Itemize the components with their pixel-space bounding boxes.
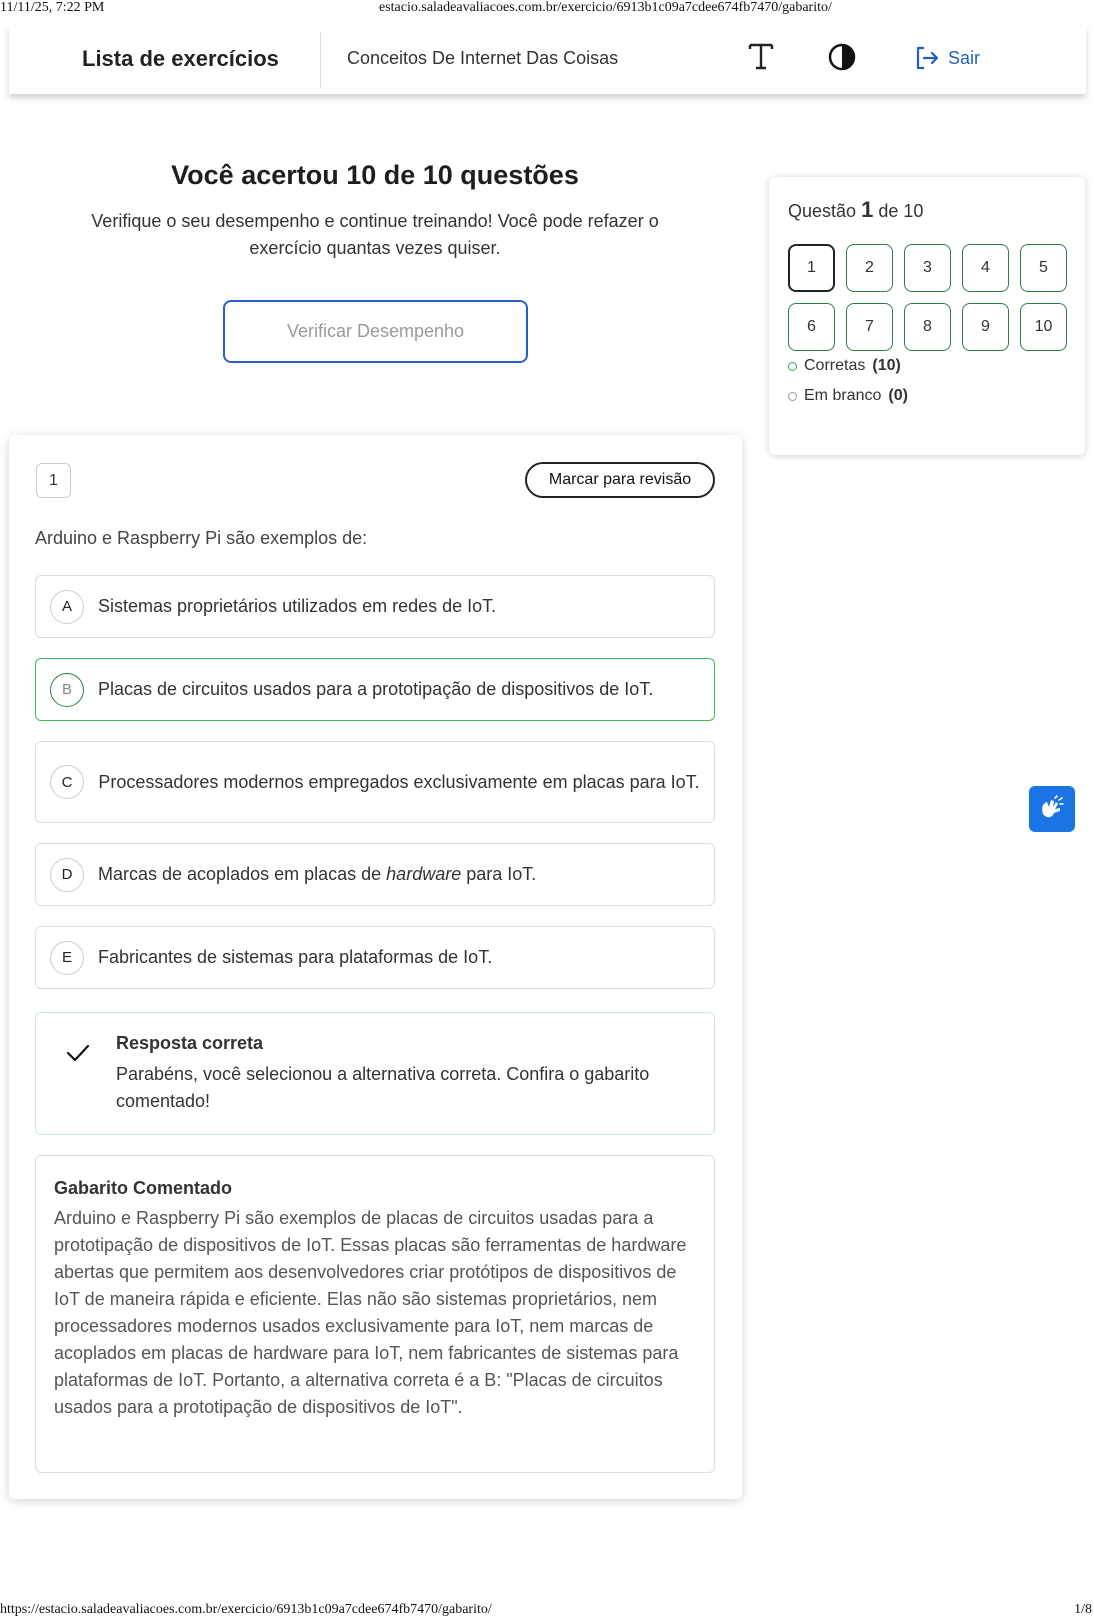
font-size-icon[interactable] xyxy=(746,40,776,72)
question-button[interactable]: 3 xyxy=(904,244,951,292)
question-button[interactable]: 6 xyxy=(788,303,835,351)
result-title: Você acertou 10 de 10 questões xyxy=(171,160,579,190)
current-question-label: Questão 1 de 10 xyxy=(788,197,924,222)
logout-button[interactable] xyxy=(914,43,980,73)
print-url: estacio.saladeavaliacoes.com.br/exercicio/6913b1c09a7cdee674fb7470/gabarito/ xyxy=(379,0,832,15)
print-datetime: 11/11/25, 7:22 PM xyxy=(0,0,105,15)
print-header xyxy=(0,0,1094,16)
option-letter: E xyxy=(50,941,84,975)
option-a[interactable] xyxy=(35,575,715,638)
logout-label: Sair xyxy=(948,47,981,68)
question-text: Arduino e Raspberry Pi são exemplos de: xyxy=(35,528,368,548)
question-button[interactable]: 8 xyxy=(904,303,951,351)
feedback-title: Resposta correta xyxy=(116,1033,264,1053)
option-letter: B xyxy=(50,673,84,707)
mark-for-review-button[interactable]: Marcar para revisão xyxy=(525,462,715,498)
print-page-number: 1/8 xyxy=(1074,1602,1092,1617)
print-footer xyxy=(0,1602,1094,1620)
header-divider xyxy=(320,32,321,88)
option-e[interactable] xyxy=(35,926,715,989)
question-number: 1 xyxy=(36,463,71,498)
result-summary xyxy=(50,160,700,262)
blank-count: (0) xyxy=(888,387,908,404)
option-b[interactable] xyxy=(35,658,715,721)
correct-dot-icon xyxy=(788,362,797,371)
page-title: Lista de exercícios xyxy=(82,46,279,71)
contrast-icon[interactable] xyxy=(827,42,857,72)
question-button[interactable]: 1 xyxy=(788,244,835,292)
option-c[interactable] xyxy=(35,741,715,823)
app-header xyxy=(9,26,1086,94)
legend-blank: Em branco (0) xyxy=(788,387,908,405)
question-button[interactable]: 4 xyxy=(962,244,1009,292)
option-text: Sistemas proprietários utilizados em redes de IoT. xyxy=(98,596,497,616)
answer-explanation xyxy=(35,1155,715,1473)
sign-language-button[interactable] xyxy=(1029,786,1075,832)
question-grid xyxy=(788,244,1067,351)
question-button[interactable]: 10 xyxy=(1020,303,1067,351)
logout-icon xyxy=(914,45,940,71)
option-text: Processadores modernos empregados exclusivamente em placas para IoT. xyxy=(98,771,700,792)
option-text: Placas de circuitos usados para a prototipação de dispositivos de IoT. xyxy=(98,679,654,699)
current-question-number: 1 xyxy=(861,197,874,222)
option-text: Fabricantes de sistemas para plataformas de IoT. xyxy=(98,947,493,967)
question-button[interactable]: 5 xyxy=(1020,244,1067,292)
verify-performance-button[interactable]: Verificar Desempenho xyxy=(223,300,528,363)
question-card xyxy=(9,435,742,1499)
correct-count: (10) xyxy=(872,357,901,374)
answer-feedback xyxy=(35,1012,715,1135)
subject-title: Conceitos De Internet Das Coisas xyxy=(347,48,619,68)
option-letter: A xyxy=(50,590,84,624)
option-letter: D xyxy=(50,858,84,892)
question-button[interactable]: 7 xyxy=(846,303,893,351)
question-navigator xyxy=(769,177,1085,455)
explanation-text: Arduino e Raspberry Pi são exemplos de placas de circuitos usadas para a prototipação de dispositivos de IoT. Essas placas são ferramentas de hardware abertas que permitem aos desenvolvedores criar protótipos de dispositivos de IoT de maneira rápida e eficiente. Elas não são sistemas proprietários, nem processadores modernos usados exclusivamente para IoT, nem marcas de acoplados em placas de hardware para IoT, nem fabricantes de sistemas para plataformas de IoT. Portanto, a alternativa correta é a B: "Placas de circuitos usados para a prototipação de dispositivos de IoT". xyxy=(54,1208,687,1417)
option-d[interactable] xyxy=(35,843,715,906)
check-icon xyxy=(66,1043,90,1063)
feedback-text: Parabéns, você selecionou a alternativa correta. Confira o gabarito comentado! xyxy=(116,1064,650,1111)
legend-correct: Corretas (10) xyxy=(788,357,901,375)
explanation-title: Gabarito Comentado xyxy=(54,1178,233,1198)
blank-dot-icon xyxy=(788,392,797,401)
question-button[interactable]: 2 xyxy=(846,244,893,292)
sign-language-icon xyxy=(1037,794,1067,824)
result-message: Verifique o seu desempenho e continue treinando! Você pode refazer o exercício quantas vezes quiser. xyxy=(91,211,659,258)
option-letter: C xyxy=(50,765,84,799)
option-text: Marcas de acoplados em placas de hardware para IoT. xyxy=(98,864,537,884)
print-footer-url: https://estacio.saladeavaliacoes.com.br/exercicio/6913b1c09a7cdee674fb7470/gabarito/ xyxy=(0,1602,492,1617)
question-button[interactable]: 9 xyxy=(962,303,1009,351)
